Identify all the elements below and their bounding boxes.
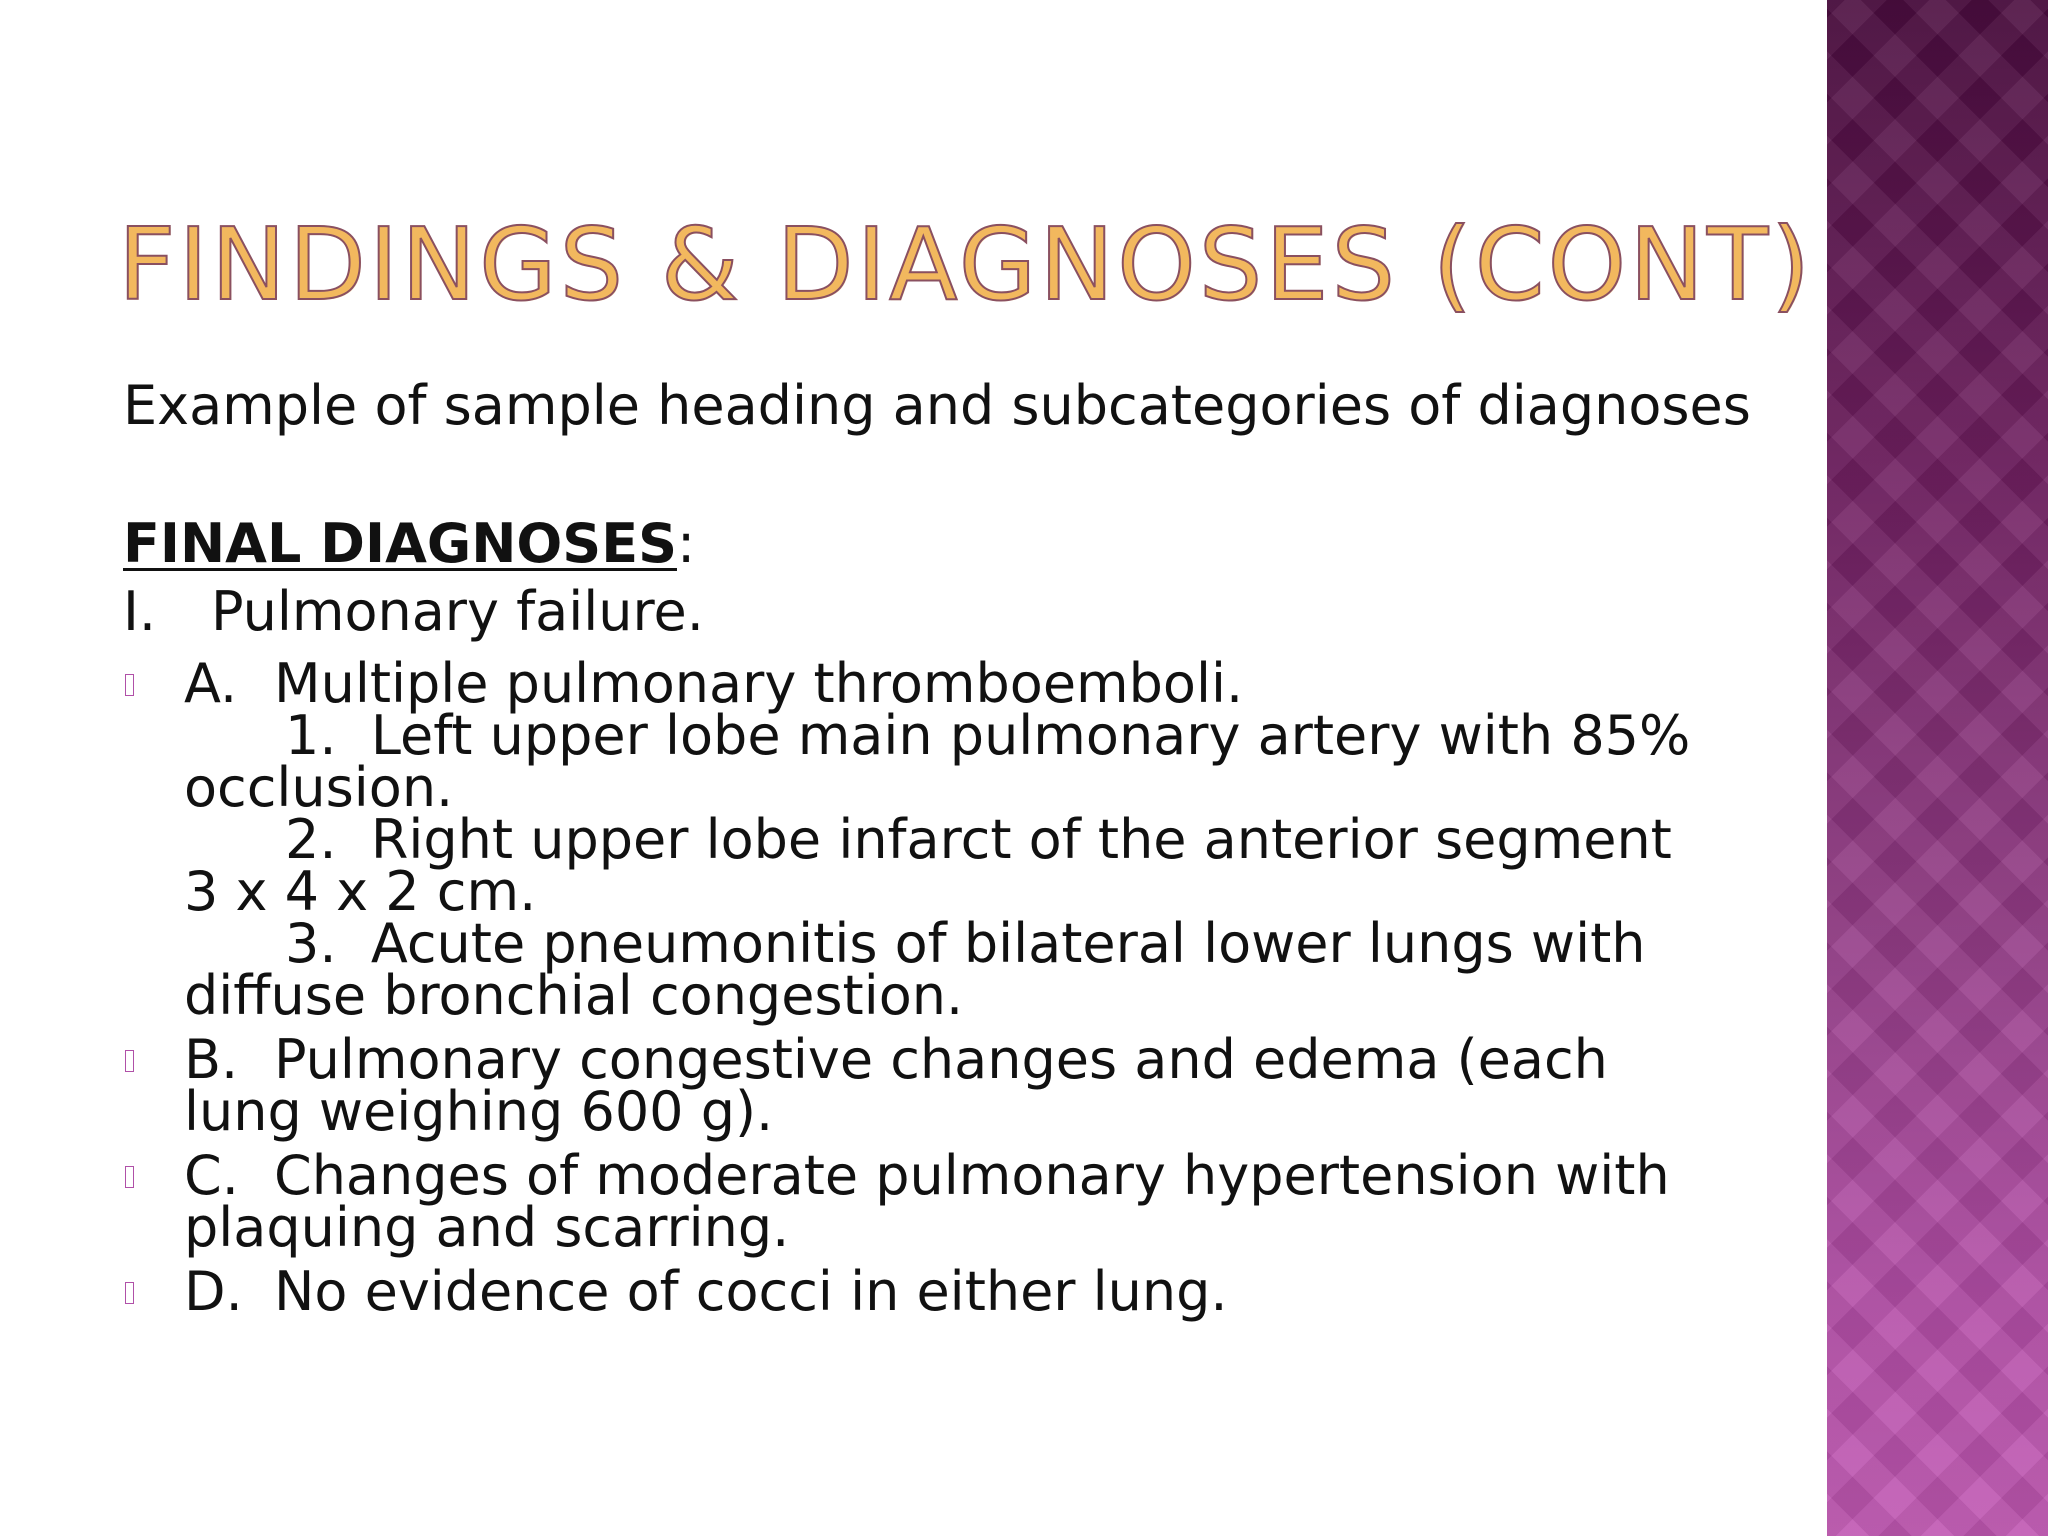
final-diagnoses-colon: : [676, 512, 696, 575]
diagnosis-item-d-text: No evidence of cocci in either lung. [274, 1260, 1228, 1323]
sub-item-3-text: Acute pneumonitis of bilateral lower lungs with diffuse bronchial congestion. [184, 912, 1646, 1027]
diagnosis-item-d-label: D. [184, 1260, 243, 1323]
decorative-side-band [1827, 0, 2048, 1536]
sub-item-1-text: Left upper lobe main pulmonary artery with 85% occlusion. [184, 704, 1691, 819]
square-outline-bullet-icon [125, 1166, 134, 1188]
diagnosis-item-c-label: C. [184, 1144, 239, 1207]
roman-item-number: I. [123, 580, 157, 643]
diagnosis-item-c-text: Changes of moderate pulmonary hypertension with plaquing and scarring. [184, 1144, 1670, 1259]
diagnosis-item-b-text: Pulmonary congestive changes and edema (each lung weighing 600 g). [184, 1028, 1608, 1143]
sub-item-2-number: 2. [285, 808, 337, 871]
sub-item-3-number: 3. [285, 912, 337, 975]
roman-item [123, 578, 1723, 646]
diagnosis-item-c [123, 1144, 1723, 1259]
roman-item-text: Pulmonary failure. [211, 580, 704, 643]
diagnoses-content [123, 510, 1723, 1323]
sub-item-1 [184, 704, 1723, 819]
final-diagnoses-label: FINAL DIAGNOSES [123, 512, 677, 575]
diagnosis-item-b [123, 1028, 1723, 1143]
diagnosis-item-a [123, 652, 1723, 1027]
sub-item-2 [184, 808, 1723, 923]
diagnosis-item-a-line [184, 652, 1723, 715]
diagnosis-item-a-label: A. [184, 652, 238, 715]
final-diagnoses-heading [123, 510, 1723, 578]
slide-subtitle: Example of sample heading and subcategories of diagnoses [123, 374, 1751, 437]
sub-item-1-number: 1. [285, 704, 337, 767]
square-outline-bullet-icon [125, 674, 134, 696]
square-outline-bullet-icon [125, 1282, 134, 1304]
sub-item-2-text: Right upper lobe infarct of the anterior segment 3 x 4 x 2 cm. [184, 808, 1672, 923]
diagnosis-item-b-label: B. [184, 1028, 239, 1091]
square-outline-bullet-icon [125, 1050, 134, 1072]
diagnosis-item-a-text: Multiple pulmonary thromboemboli. [274, 652, 1244, 715]
sub-item-3 [184, 912, 1723, 1027]
diagnosis-item-d [123, 1260, 1723, 1323]
slide-title: FINDINGS & DIAGNOSES (CONT) [118, 206, 1814, 323]
